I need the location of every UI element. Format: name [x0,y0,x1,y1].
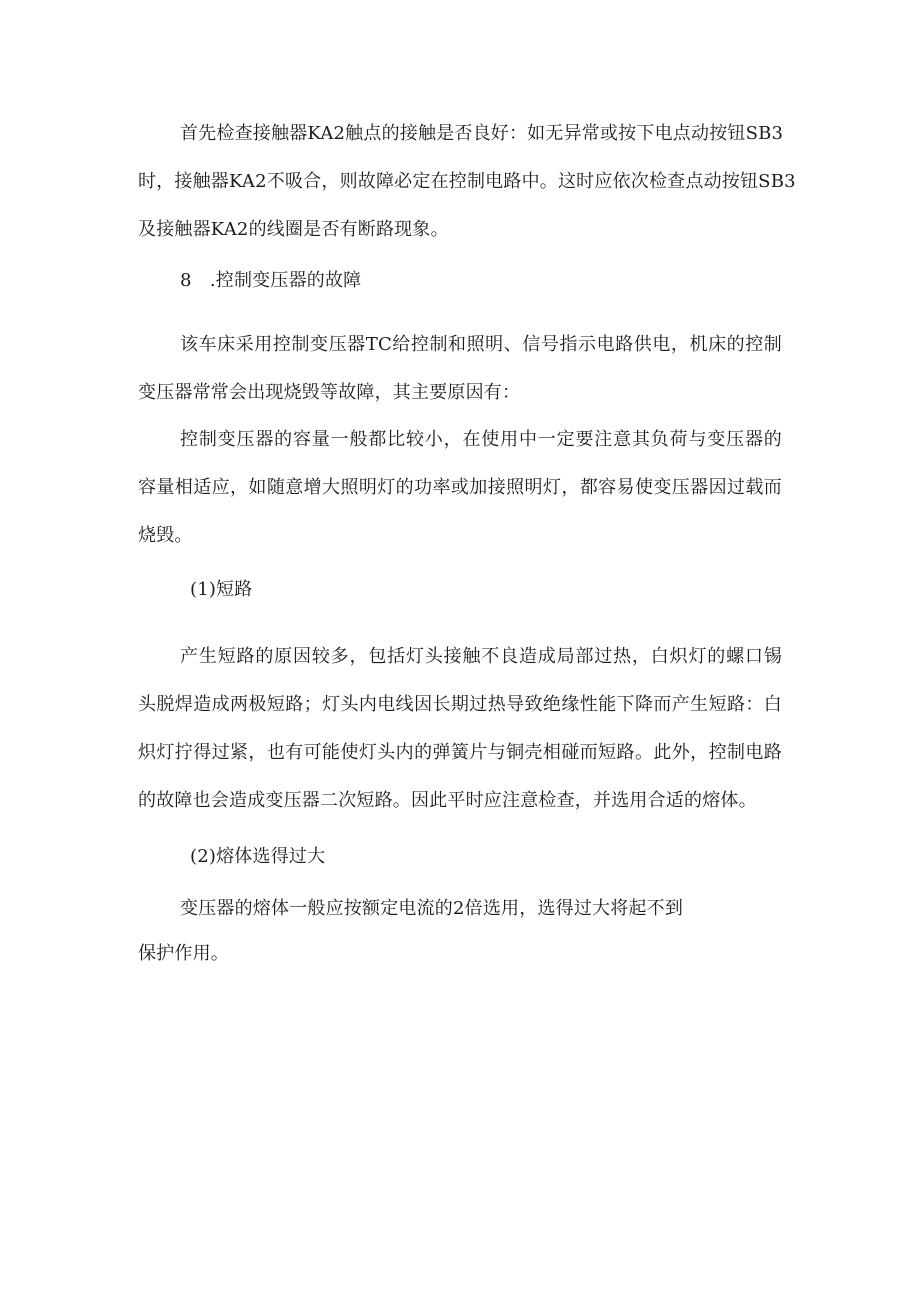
paragraph-2-line-1: 该车床采用控制变压器TC给控制和照明、信号指示电路供电，机床的控制 [180,334,782,355]
paragraph-4-line-3: 炽灯拧得过紧，也有可能使灯头内的弹簧片与铜壳相碰而短路。此外，控制电路 [138,742,782,763]
paragraph-2-line-2: 变压器常常会出现烧毁等故障，其主要原因有： [138,382,521,403]
paragraph-4-line-1: 产生短路的原因较多，包括灯头接触不良造成局部过热，白炽灯的螺口锡 [180,646,782,667]
paragraph-4-line-2: 头脱焊造成两极短路；灯头内电线因长期过热导致绝缘性能下降而产生短路：白 [138,694,782,715]
paragraph-1-line-3: 及接触器KA2的线圈是否有断路现象。 [138,219,449,240]
paragraph-3-line-1: 控制变压器的容量一般都比较小，在使用中一定要注意其负荷与变压器的 [180,429,782,450]
paragraph-3-line-3: 烧毁。 [138,525,193,546]
paragraph-5-line-2: 保护作用。 [138,943,229,964]
section-heading-8: 8 .控制变压器的故障 [180,270,362,291]
subheading-short-circuit: (1)短路 [190,579,253,600]
subheading-fuse-too-large: (2)熔体选得过大 [190,846,326,867]
paragraph-1-line-1: 首先检查接触器KA2触点的接触是否良好：如无异常或按下电点动按钮SB3 [180,123,784,144]
paragraph-3-line-2: 容量相适应，如随意增大照明灯的功率或加接照明灯，都容易使变压器因过载而 [138,477,782,498]
paragraph-1-line-2: 时，接触器KA2不吸合，则故障必定在控制电路中。这时应依次检查点动按钮SB3 [138,171,796,192]
paragraph-5-line-1: 变压器的熔体一般应按额定电流的2倍选用，选得过大将起不到 [180,898,684,919]
paragraph-4-line-4: 的故障也会造成变压器二次短路。因此平时应注意检查，并选用合适的熔体。 [138,790,757,811]
